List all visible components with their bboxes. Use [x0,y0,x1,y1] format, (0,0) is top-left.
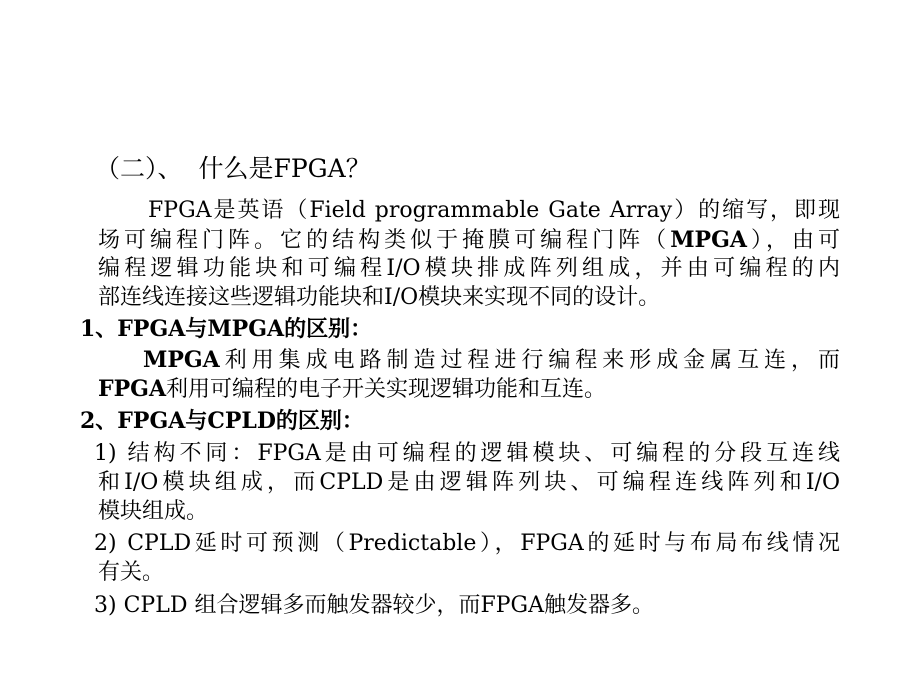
section1-mpga: MPGA [143,347,220,373]
section2-item2-line-1: 2) CPLD延时可预测（Predictable），FPGA的延时与布局布线情况 [94,531,840,556]
section1-fpga: FPGA [98,376,167,402]
intro-line-4: 部连线连接这些逻辑功能块和I/O模块来实现不同的设计。 [98,285,661,310]
section2-item1-line-1: 1) 结构不同：FPGA是由可编程的逻辑模块、可编程的分段互连线 [94,441,840,466]
intro-line-2 [98,225,840,255]
section2-item1-line-2: 和I/O模块组成，而CPLD是由逻辑阵列块、可编程连线阵列和I/O [98,470,840,495]
section1-heading: 1、FPGA与MPGA的区别： [80,316,373,342]
title-prefix: （二）、 [95,154,183,183]
section2-item3-line-1: 3) CPLD 组合逻辑多而触发器较少，而FPGA触发器多。 [94,593,654,618]
title-main: 什么是FPGA？ [198,154,371,183]
section1-line-1-text: 利用集成电路制造过程进行编程来形成金属互连，而 [219,348,840,373]
section2-item1-line-3: 模块组成。 [98,499,209,524]
intro-line-2-text: 场可编程门阵。它的结构类似于掩膜可编程门阵（ [98,228,671,253]
intro-line-3: 编程逻辑功能块和可编程I/O模块排成阵列组成，并由可编程的内 [98,256,840,281]
slide-title [95,153,371,185]
intro-mpga: MPGA [670,227,747,253]
section2-item2-line-2: 有关。 [98,560,165,585]
section1-line-2 [98,374,606,404]
section1-line-2-text: 利用可编程的电子开关实现逻辑功能和互连。 [166,377,607,402]
intro-line-2-tail: ），由可 [746,228,840,253]
intro-line-1: FPGA是英语（Field programmable Gate Array）的缩写，即现 [148,198,840,223]
section2-heading: 2、FPGA与CPLD的区别： [80,408,364,434]
section1-line-1 [143,345,840,375]
